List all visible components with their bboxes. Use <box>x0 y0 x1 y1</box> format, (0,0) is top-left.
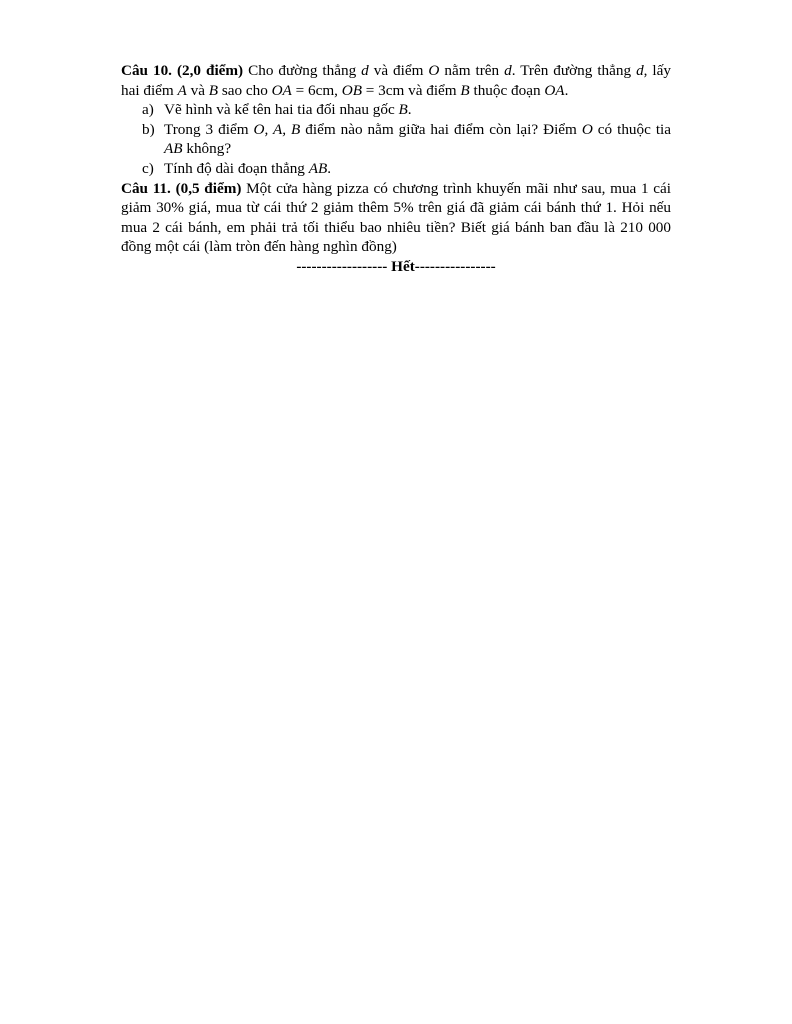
text-run: có thuộc tia <box>592 120 672 138</box>
text-run: Cho đường thẳng <box>243 62 362 79</box>
text-run: . <box>407 101 412 119</box>
part-text <box>164 120 671 159</box>
text-run: nằm trên <box>439 62 505 79</box>
math-var: B <box>398 101 408 119</box>
question-11-points: (0,5 điểm) <box>175 179 242 197</box>
text-run: thuộc đoạn <box>469 81 545 99</box>
question-10-stem <box>121 61 671 100</box>
question-11-label: Câu 11. <box>121 179 171 197</box>
math-var: OB <box>341 81 362 99</box>
question-10-part-c <box>121 159 671 179</box>
text-run: , lấy hai điểm <box>121 62 671 99</box>
part-marker: b) <box>142 120 155 138</box>
text-run: Trong 3 điểm <box>164 120 254 138</box>
math-var: A <box>177 81 187 99</box>
text-run: = 3cm và điểm <box>362 81 461 99</box>
question-10-label: Câu 10. <box>121 62 172 79</box>
text-run: Tính độ dài đoạn thẳng <box>164 159 309 177</box>
text-run: = 6cm, <box>291 81 342 99</box>
end-marker: ------------------ Hết---------------- <box>296 257 496 275</box>
math-var: O, A, B <box>253 120 301 138</box>
math-var: O <box>581 120 593 138</box>
text-run: . <box>327 159 332 177</box>
question-10-part-a <box>121 100 671 120</box>
text-run: và <box>186 81 209 99</box>
part-text <box>164 159 671 179</box>
text-run: . Trên đường thẳng <box>511 62 637 79</box>
text-run: không? <box>182 140 232 158</box>
math-var: AB <box>308 159 328 177</box>
text-run: . <box>564 81 569 99</box>
math-var: OA <box>544 81 565 99</box>
math-var: B <box>460 81 470 99</box>
math-var: O <box>428 62 440 79</box>
math-var: AB <box>164 140 183 158</box>
question-11 <box>121 179 671 257</box>
exam-page <box>121 61 671 277</box>
math-var: d <box>636 62 644 79</box>
math-var: d <box>361 62 369 79</box>
text-run: và điểm <box>368 62 429 79</box>
part-text <box>164 100 671 120</box>
question-10-points: (2,0 điểm) <box>176 62 244 79</box>
math-var: B <box>208 81 219 99</box>
question-11-text: Một cửa hàng pizza có chương trình khuyến mãi như sau, mua 1 cái giảm 30% giá, mua từ cái thứ 2 giảm thêm 5% trên giá đã giảm cái bánh thứ 1. Hỏi nếu mua 2 cái bánh, em phải trả tối thiểu bao nhiêu tiền? Biết giá bánh ban đầu là 210 000 đồng một cái (làm tròn đến hàng nghìn đồng) <box>121 179 671 256</box>
part-marker: a) <box>142 101 154 119</box>
text-run: điểm nào nằm giữa hai điểm còn lại? Điểm <box>300 120 582 138</box>
math-var: d <box>504 62 512 79</box>
question-10-part-b <box>121 120 671 159</box>
text-run: sao cho <box>218 81 272 99</box>
text-run: Vẽ hình và kể tên hai tia đối nhau gốc <box>164 101 399 119</box>
part-marker: c) <box>142 159 154 177</box>
math-var: OA <box>271 81 292 99</box>
